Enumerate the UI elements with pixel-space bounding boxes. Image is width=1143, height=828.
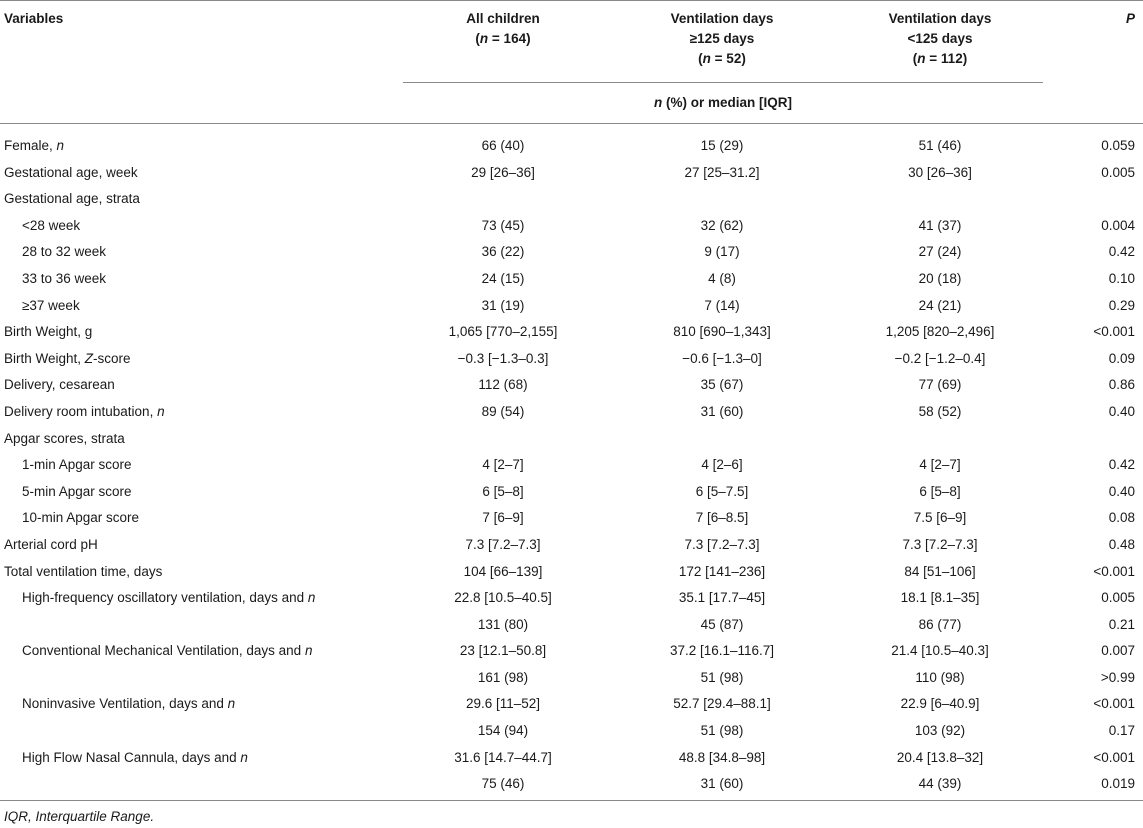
header-ge125-threshold: ≥125 days <box>689 31 755 46</box>
table-row <box>0 452 1143 479</box>
cell-all-children: 112 (68) <box>478 377 528 393</box>
cell-ventilation-lt125: 77 (69) <box>918 377 962 393</box>
cell-ventilation-ge125: 4 [2–6] <box>701 457 743 473</box>
cell-ventilation-lt125: 6 [5–8] <box>919 483 961 499</box>
table-row <box>0 186 1143 213</box>
cell-ventilation-ge125: 35 (67) <box>700 377 744 393</box>
cell-ventilation-lt125: 21.4 [10.5–40.3] <box>891 643 989 659</box>
cell-ventilation-lt125: 84 [51–106] <box>904 563 976 579</box>
table-row <box>0 532 1143 559</box>
cell-all-children: −0.3 [−1.3–0.3] <box>457 350 549 366</box>
cell-ventilation-ge125: 31 (60) <box>700 776 744 792</box>
cell-all-children: 75 (46) <box>481 776 525 792</box>
cell-all-children: 104 [66–139] <box>463 563 543 579</box>
row-label: High Flow Nasal Cannula, days and n <box>22 749 248 765</box>
table-row <box>0 160 1143 187</box>
table-row <box>0 771 1143 798</box>
cell-ventilation-lt125: 20 (18) <box>918 270 962 286</box>
cell-ventilation-lt125: 4 [2–7] <box>919 457 961 473</box>
cell-all-children: 31.6 [14.7–44.7] <box>454 749 552 765</box>
cell-all-children: 29.6 [11–52] <box>465 696 541 712</box>
cell-ventilation-lt125: 27 (24) <box>918 244 962 260</box>
row-label: Birth Weight, g <box>4 324 93 340</box>
cell-ventilation-ge125: 48.8 [34.8–98] <box>678 749 766 765</box>
cell-p-value: 0.17 <box>1108 723 1135 739</box>
row-label: Noninvasive Ventilation, days and n <box>22 696 236 712</box>
row-label: Conventional Mechanical Ventilation, days and n <box>22 643 313 659</box>
table-row <box>0 559 1143 586</box>
table-row <box>0 372 1143 399</box>
row-label: <28 week <box>22 217 81 233</box>
row-label: Gestational age, strata <box>4 191 140 207</box>
cell-ventilation-lt125: 20.4 [13.8–32] <box>896 749 984 765</box>
header-all-children-label: All children <box>466 11 540 26</box>
cell-ventilation-ge125: 15 (29) <box>700 138 744 153</box>
cell-p-value: 0.005 <box>1101 164 1135 180</box>
table-bottom-rule <box>0 800 1143 801</box>
cell-ventilation-lt125: 58 (52) <box>918 403 962 419</box>
row-label: Birth Weight, Z-score <box>4 350 131 366</box>
header-variables: Variables <box>4 11 64 26</box>
table-top-rule <box>0 0 1143 1</box>
cell-all-children: 6 [5–8] <box>482 483 524 499</box>
cell-all-children: 4 [2–7] <box>482 457 524 473</box>
cell-ventilation-ge125: −0.6 [−1.3–0] <box>682 350 762 366</box>
table-row <box>0 612 1143 639</box>
cell-all-children: 23 [12.1–50.8] <box>459 643 547 659</box>
cell-p-value: <0.001 <box>1093 324 1135 340</box>
cell-all-children: 24 (15) <box>481 270 525 286</box>
cell-all-children: 161 (98) <box>477 669 529 685</box>
cell-p-value: 0.42 <box>1108 244 1135 260</box>
cell-ventilation-lt125: 24 (21) <box>918 297 962 313</box>
cell-p-value: 0.86 <box>1108 377 1135 393</box>
cell-ventilation-ge125: 6 [5–7.5] <box>695 483 749 499</box>
cell-all-children: 73 (45) <box>481 217 525 233</box>
header-p-value: P <box>1125 11 1135 26</box>
cell-all-children: 1,065 [770–2,155] <box>448 324 558 340</box>
cell-all-children: 29 [26–36] <box>471 164 535 180</box>
table-row <box>0 665 1143 692</box>
table-body <box>0 133 1143 798</box>
cell-ventilation-ge125: 45 (87) <box>700 616 744 632</box>
row-label: Delivery room intubation, n <box>4 403 165 419</box>
cell-ventilation-lt125: 103 (92) <box>914 723 966 739</box>
cell-ventilation-lt125: 86 (77) <box>918 616 962 632</box>
cell-p-value: 0.40 <box>1108 483 1135 499</box>
table-row <box>0 239 1143 266</box>
cell-ventilation-lt125: 1,205 [820–2,496] <box>885 324 995 340</box>
header-ge125-label: Ventilation days <box>670 11 774 26</box>
cell-all-children: 66 (40) <box>481 138 525 153</box>
cell-p-value: 0.10 <box>1108 270 1135 286</box>
cell-p-value: 0.007 <box>1101 643 1135 659</box>
table-row <box>0 505 1143 532</box>
cell-p-value: 0.21 <box>1108 616 1135 632</box>
header-lt125-n: (n = 112) <box>912 51 968 66</box>
cell-ventilation-lt125: 51 (46) <box>918 138 962 153</box>
cell-p-value: >0.99 <box>1100 669 1135 685</box>
row-label: ≥37 week <box>22 297 80 313</box>
row-label: 1-min Apgar score <box>22 457 132 473</box>
cell-ventilation-ge125: 35.1 [17.7–45] <box>678 590 766 606</box>
header-ventilation-ge125 <box>622 9 822 69</box>
cell-ventilation-lt125: 18.1 [8.1–35] <box>900 590 980 606</box>
header-lt125-threshold: <125 days <box>907 31 973 46</box>
cell-p-value: 0.09 <box>1108 350 1135 366</box>
cell-p-value: 0.004 <box>1101 217 1135 233</box>
cell-all-children: 154 (94) <box>477 723 529 739</box>
cell-p-value: 0.42 <box>1108 457 1135 473</box>
cell-ventilation-lt125: 30 [26–36] <box>908 164 972 180</box>
cell-ventilation-ge125: 51 (98) <box>700 723 744 739</box>
cell-ventilation-lt125: 7.5 [6–9] <box>913 510 967 526</box>
table-row <box>0 718 1143 745</box>
header-ge125-n: (n = 52) <box>698 51 746 66</box>
row-label: 10-min Apgar score <box>22 510 140 526</box>
row-label: Delivery, cesarean <box>4 377 115 393</box>
cell-p-value: 0.29 <box>1108 297 1135 313</box>
header-all-children-n: (n = 164) <box>475 31 531 46</box>
cell-ventilation-ge125: 172 [141–236] <box>678 563 766 579</box>
cell-all-children: 7 [6–9] <box>482 510 524 526</box>
header-ventilation-lt125 <box>840 9 1040 69</box>
cell-all-children: 131 (80) <box>477 616 529 632</box>
cell-p-value: 0.08 <box>1108 510 1135 526</box>
row-label: 5-min Apgar score <box>22 483 132 499</box>
cell-ventilation-ge125: 37.2 [16.1–116.7] <box>669 643 775 659</box>
row-label: High-frequency oscillatory ventilation, days and n <box>22 590 316 606</box>
cell-ventilation-ge125: 27 [25–31.2] <box>684 164 760 180</box>
row-label: Total ventilation time, days <box>4 563 163 579</box>
cell-all-children: 31 (19) <box>481 297 525 313</box>
table-row <box>0 426 1143 453</box>
table-row <box>0 638 1143 665</box>
table-row <box>0 585 1143 612</box>
table-row <box>0 293 1143 320</box>
cell-all-children: 7.3 [7.2–7.3] <box>465 536 541 552</box>
cell-ventilation-lt125: 44 (39) <box>918 776 962 792</box>
cell-ventilation-lt125: 22.9 [6–40.9] <box>900 696 980 712</box>
cell-ventilation-ge125: 7 [6–8.5] <box>695 510 749 526</box>
table-row <box>0 745 1143 772</box>
cell-ventilation-ge125: 7.3 [7.2–7.3] <box>684 536 760 552</box>
header-bottom-rule <box>0 123 1143 124</box>
table-row <box>0 691 1143 718</box>
cell-ventilation-ge125: 4 (8) <box>708 270 736 286</box>
cell-ventilation-lt125: 110 (98) <box>915 669 965 685</box>
header-units: n (%) or median [IQR] <box>653 95 792 110</box>
table-footnote: IQR, Interquartile Range. <box>4 809 155 824</box>
table-row <box>0 479 1143 506</box>
cell-p-value: <0.001 <box>1093 563 1135 579</box>
row-label: Arterial cord pH <box>4 536 98 552</box>
cell-ventilation-ge125: 51 (98) <box>700 669 744 685</box>
cell-ventilation-ge125: 9 (17) <box>704 244 740 260</box>
cell-ventilation-ge125: 52.7 [29.4–88.1] <box>673 696 771 712</box>
row-label: Female, n <box>4 138 65 153</box>
cell-ventilation-lt125: −0.2 [−1.2–0.4] <box>894 350 986 366</box>
cell-ventilation-ge125: 32 (62) <box>700 217 744 233</box>
cell-p-value: 0.005 <box>1101 590 1135 606</box>
table-row <box>0 213 1143 240</box>
cell-ventilation-ge125: 7 (14) <box>704 297 740 313</box>
table-row <box>0 346 1143 373</box>
header-all-children <box>403 9 603 49</box>
cell-p-value: 0.48 <box>1108 536 1135 552</box>
header-lt125-label: Ventilation days <box>888 11 992 26</box>
header-sub-rule <box>403 82 1043 83</box>
table-row <box>0 266 1143 293</box>
row-label: 28 to 32 week <box>22 244 107 260</box>
row-label: Apgar scores, strata <box>4 430 125 446</box>
table-row <box>0 133 1143 160</box>
row-label: 33 to 36 week <box>22 270 107 286</box>
row-label: Gestational age, week <box>4 164 138 180</box>
cell-ventilation-ge125: 810 [690–1,343] <box>673 324 771 340</box>
cell-all-children: 36 (22) <box>481 244 525 260</box>
cell-p-value: <0.001 <box>1093 696 1135 712</box>
cell-ventilation-lt125: 41 (37) <box>918 217 962 233</box>
table-row <box>0 399 1143 426</box>
table-row <box>0 319 1143 346</box>
cell-all-children: 89 (54) <box>481 403 525 419</box>
cell-ventilation-ge125: 31 (60) <box>700 403 744 419</box>
cell-p-value: 0.40 <box>1108 403 1135 419</box>
cell-all-children: 22.8 [10.5–40.5] <box>454 590 552 606</box>
cell-p-value: <0.001 <box>1093 749 1135 765</box>
cell-ventilation-lt125: 7.3 [7.2–7.3] <box>902 536 978 552</box>
cell-p-value: 0.059 <box>1101 138 1135 153</box>
cell-p-value: 0.019 <box>1101 776 1135 792</box>
